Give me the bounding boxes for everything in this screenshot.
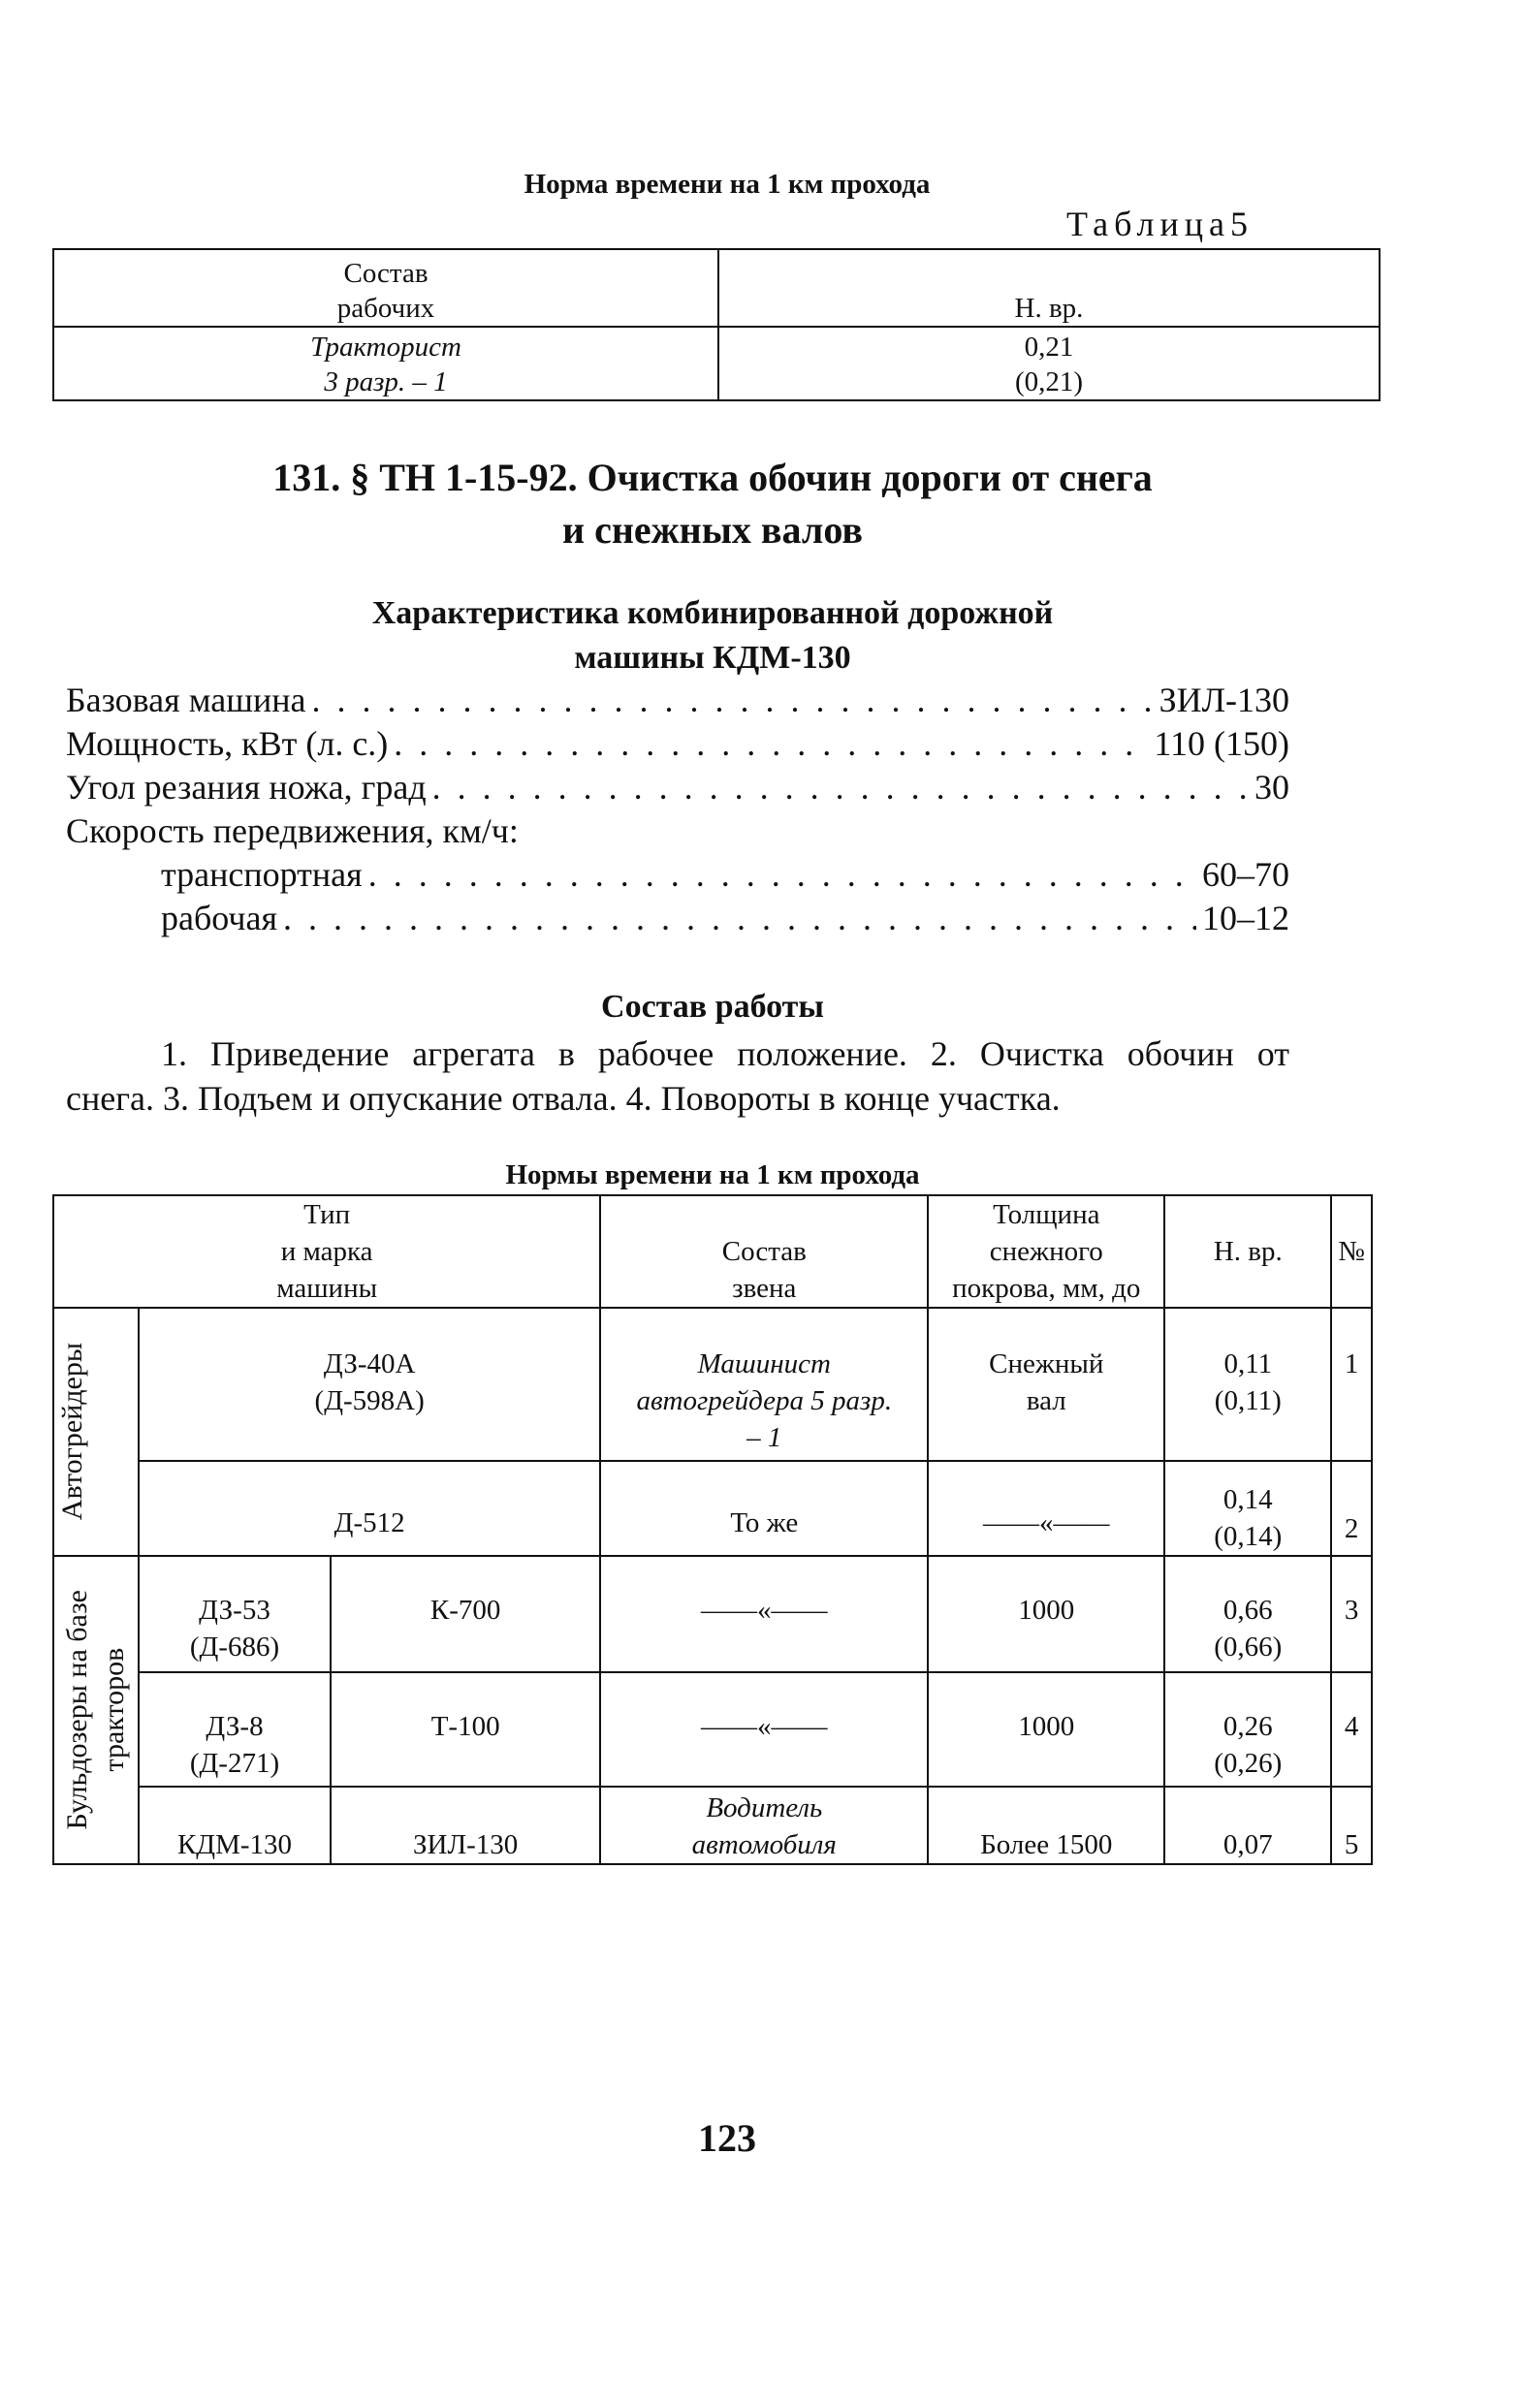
row4-machine-l1: ДЗ-8 bbox=[206, 1711, 264, 1742]
header-thickness-l1: Толщина bbox=[993, 1199, 1100, 1230]
spec-speed-working bbox=[161, 897, 1289, 939]
section-title-line2: и снежных валов bbox=[562, 508, 863, 552]
section-title-line1: 131. § ТН 1-15-92. Очистка обочин дороги от снега bbox=[272, 456, 1153, 499]
spec-base-machine bbox=[66, 679, 1289, 721]
row3-crew: ——«—— bbox=[600, 1556, 928, 1672]
header-type-l1: Тип bbox=[303, 1199, 351, 1230]
row2-num: 2 bbox=[1331, 1461, 1372, 1556]
spec-value: ЗИЛ-130 bbox=[1159, 681, 1289, 719]
spec-value: 10–12 bbox=[1202, 899, 1289, 937]
work-text-line2: снега. 3. Подъем и опускание отвала. 4. Повороты в конце участка. bbox=[66, 1079, 1061, 1118]
row1-hvr bbox=[1164, 1308, 1331, 1461]
row5-crew-l2: автомобиля bbox=[691, 1829, 837, 1860]
group-graders-label: Автогрейдеры bbox=[56, 1343, 88, 1521]
row4-machine bbox=[139, 1672, 331, 1787]
row1-num: 1 bbox=[1331, 1308, 1372, 1461]
spec-cutting-angle bbox=[66, 766, 1289, 808]
table5-row-crew-l1: Тракторист bbox=[310, 332, 461, 363]
table5-row-hvr bbox=[718, 327, 1380, 400]
spec-power bbox=[66, 722, 1289, 765]
spec-leader bbox=[368, 853, 1196, 896]
table5-row-hvr-l1: 0,21 bbox=[1024, 332, 1074, 363]
row4-crew: ——«—— bbox=[600, 1672, 928, 1787]
group-bulldozers-l1: Бульдозеры на базе bbox=[61, 1590, 93, 1830]
spec-value: 60–70 bbox=[1202, 855, 1289, 894]
group-bulldozers bbox=[53, 1556, 139, 1864]
row5-machine: КДМ-130 bbox=[139, 1787, 331, 1864]
table5-label: Таблица5 bbox=[1066, 205, 1254, 243]
header-crew bbox=[600, 1195, 928, 1308]
row2-hvr-l1: 0,14 bbox=[1222, 1484, 1273, 1515]
row5-tractor: ЗИЛ-130 bbox=[331, 1787, 600, 1864]
table5-header-crew bbox=[53, 249, 718, 327]
table5-header-hvr: Н. вр. bbox=[718, 249, 1380, 327]
row4-tractor: Т-100 bbox=[331, 1672, 600, 1787]
spec-leader bbox=[283, 897, 1196, 939]
table5-header-crew-l2: рабочих bbox=[336, 293, 435, 324]
row1-machine-l1: ДЗ-40А bbox=[323, 1348, 416, 1379]
header-crew-l1: Состав bbox=[721, 1236, 807, 1267]
row4-hvr bbox=[1164, 1672, 1331, 1787]
group-graders bbox=[53, 1308, 139, 1556]
header-thickness bbox=[928, 1195, 1164, 1308]
table5-row-crew bbox=[53, 327, 718, 400]
row3-thickness: 1000 bbox=[928, 1556, 1164, 1672]
group-bulldozers-label bbox=[59, 1590, 133, 1830]
row3-hvr-l2: (0,66) bbox=[1214, 1632, 1283, 1663]
spec-label: Скорость передвижения, км/ч: bbox=[66, 811, 519, 850]
table5-row-hvr-l2: (0,21) bbox=[1014, 366, 1084, 397]
norms-caption: Нормы времени на 1 км прохода bbox=[505, 1159, 920, 1190]
row3-tractor: К-700 bbox=[331, 1556, 600, 1672]
row1-hvr-l1: 0,11 bbox=[1223, 1348, 1273, 1379]
characteristics-heading-line1: Характеристика комбинированной дорожной bbox=[371, 595, 1054, 631]
spec-speed-heading bbox=[66, 809, 1289, 852]
row1-thickness-l1: Снежный bbox=[989, 1348, 1104, 1379]
row4-hvr-l1: 0,26 bbox=[1222, 1711, 1273, 1742]
spec-label: транспортная bbox=[161, 855, 363, 894]
row1-crew-l2: автогрейдера 5 разр. bbox=[636, 1385, 893, 1416]
row5-crew-l1: Водитель bbox=[706, 1792, 823, 1823]
row4-num: 4 bbox=[1331, 1672, 1372, 1787]
header-thickness-l2: снежного bbox=[989, 1236, 1103, 1267]
row4-machine-l2: (Д-271) bbox=[189, 1748, 280, 1779]
spec-label: Мощность, кВт (л. с.) bbox=[66, 724, 389, 763]
spec-value: 30 bbox=[1254, 768, 1289, 807]
spec-value: 110 (150) bbox=[1154, 724, 1289, 763]
row5-thickness: Более 1500 bbox=[928, 1787, 1164, 1864]
row1-crew-l3: – 1 bbox=[746, 1422, 782, 1453]
spec-label: Угол резания ножа, град bbox=[66, 768, 427, 807]
row3-hvr bbox=[1164, 1556, 1331, 1672]
spec-leader bbox=[432, 766, 1249, 808]
table5-caption: Норма времени на 1 км прохода bbox=[524, 169, 931, 200]
row2-crew: То же bbox=[600, 1461, 928, 1556]
spec-speed-transport bbox=[161, 853, 1289, 896]
row3-hvr-l1: 0,66 bbox=[1222, 1595, 1273, 1626]
row1-machine-l2: (Д-598А) bbox=[314, 1385, 425, 1416]
header-hvr: Н. вр. bbox=[1164, 1195, 1331, 1308]
characteristics-heading bbox=[0, 591, 1425, 681]
row1-hvr-l2: (0,11) bbox=[1214, 1385, 1282, 1416]
row3-machine bbox=[139, 1556, 331, 1672]
header-thickness-l3: покрова, мм, до bbox=[952, 1273, 1141, 1304]
header-num: № bbox=[1331, 1195, 1372, 1308]
row4-hvr-l2: (0,26) bbox=[1214, 1748, 1283, 1779]
characteristics-heading-line2: машины КДМ-130 bbox=[574, 640, 851, 676]
row2-thickness: ——«—— bbox=[928, 1461, 1164, 1556]
row5-hvr: 0,07 bbox=[1164, 1787, 1331, 1864]
table5-row-crew-l2: 3 разр. – 1 bbox=[324, 366, 448, 397]
row2-hvr-l2: (0,14) bbox=[1214, 1521, 1283, 1552]
spec-label: рабочая bbox=[161, 899, 278, 937]
row2-machine: Д-512 bbox=[139, 1461, 600, 1556]
row1-crew-l1: Машинист bbox=[697, 1348, 831, 1379]
table5 bbox=[52, 248, 1381, 401]
section-title bbox=[0, 452, 1425, 556]
table5-header-crew-l1: Состав bbox=[343, 258, 429, 289]
row3-num: 3 bbox=[1331, 1556, 1372, 1672]
row1-thickness bbox=[928, 1308, 1164, 1461]
header-crew-l2: звена bbox=[732, 1273, 797, 1304]
spec-leader bbox=[311, 679, 1153, 721]
header-type-l2: и марка bbox=[280, 1236, 373, 1267]
work-text bbox=[66, 1031, 1289, 1121]
work-heading: Состав работы bbox=[601, 989, 824, 1025]
row3-machine-l1: ДЗ-53 bbox=[199, 1595, 270, 1626]
row4-thickness: 1000 bbox=[928, 1672, 1164, 1787]
row3-machine-l2: (Д-686) bbox=[189, 1632, 280, 1663]
group-bulldozers-l2: тракторов bbox=[98, 1648, 130, 1772]
row5-crew bbox=[600, 1787, 928, 1864]
norms-table bbox=[52, 1194, 1373, 1865]
row2-hvr bbox=[1164, 1461, 1331, 1556]
work-text-line1: 1. Приведение агрегата в рабочее положение. 2. Очистка обочин от bbox=[161, 1034, 1289, 1073]
row1-machine bbox=[139, 1308, 600, 1461]
row1-thickness-l2: вал bbox=[1026, 1385, 1066, 1416]
header-type-l3: машины bbox=[276, 1273, 378, 1304]
header-type bbox=[53, 1195, 600, 1308]
row1-crew bbox=[600, 1308, 928, 1461]
spec-leader bbox=[394, 722, 1148, 765]
page-number: 123 bbox=[698, 2116, 756, 2160]
row5-num: 5 bbox=[1331, 1787, 1372, 1864]
spec-label: Базовая машина bbox=[66, 681, 306, 719]
